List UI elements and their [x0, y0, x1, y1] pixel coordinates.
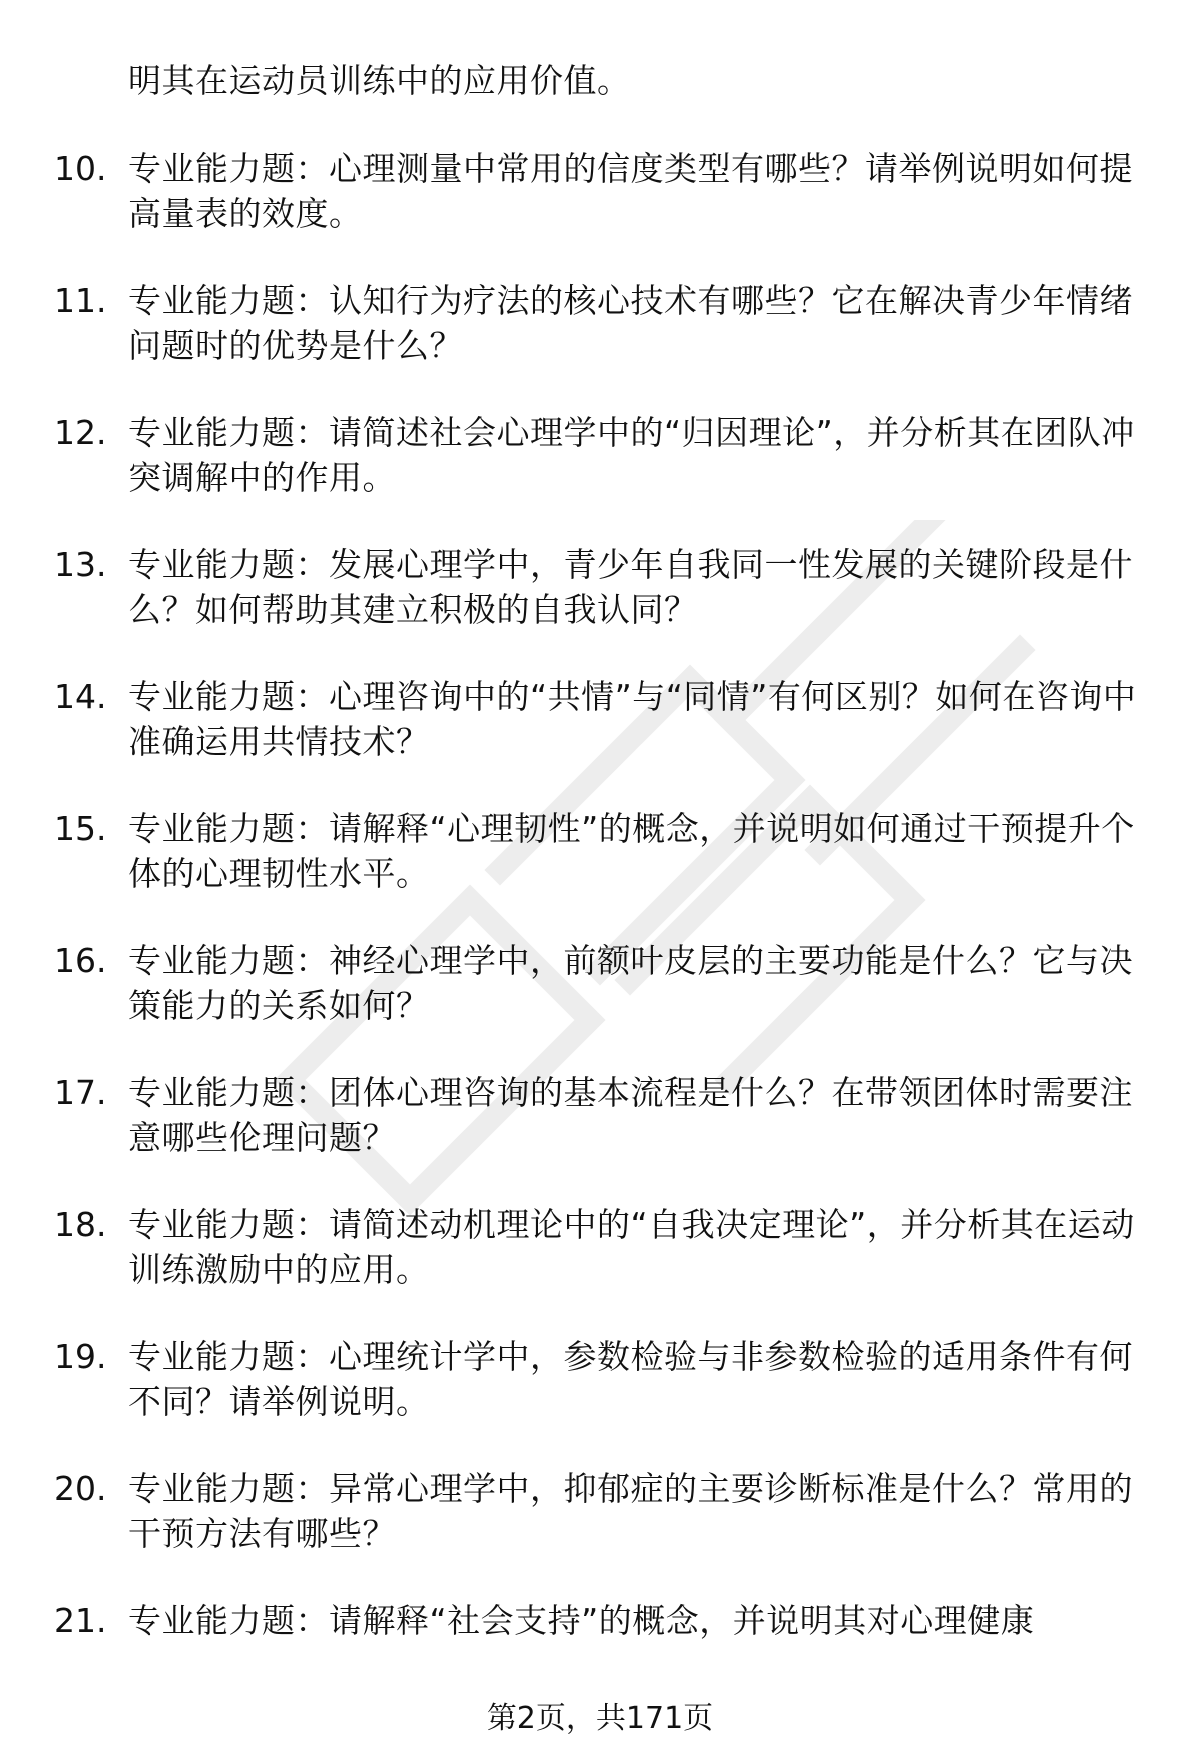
- question-number: 12.: [54, 413, 107, 452]
- question-text: 专业能力题：异常心理学中，抑郁症的主要诊断标准是什么？常用的干预方法有哪些？: [128, 1469, 1133, 1553]
- list-item: [0, 1202, 1200, 1334]
- question-text: 专业能力题：神经心理学中，前额叶皮层的主要功能是什么？它与决策能力的关系如何？: [128, 941, 1133, 1025]
- question-text: 专业能力题：心理测量中常用的信度类型有哪些？请举例说明如何提高量表的效度。: [128, 149, 1133, 233]
- question-number: 10.: [54, 149, 107, 188]
- continuation-text: 明其在运动员训练中的应用价值。: [128, 61, 631, 100]
- list-item: [0, 674, 1200, 806]
- question-list: [0, 146, 1200, 1730]
- question-text: 专业能力题：请解释“心理韧性”的概念，并说明如何通过干预提升个体的心理韧性水平。: [128, 809, 1135, 893]
- question-number: 13.: [54, 545, 107, 584]
- list-item: [0, 410, 1200, 542]
- list-item: [0, 1334, 1200, 1466]
- question-text: 专业能力题：认知行为疗法的核心技术有哪些？它在解决青少年情绪问题时的优势是什么？: [128, 281, 1133, 365]
- list-item: [0, 146, 1200, 278]
- question-number: 15.: [54, 809, 107, 848]
- question-number: 17.: [54, 1073, 107, 1112]
- question-text: 专业能力题：团体心理咨询的基本流程是什么？在带领团体时需要注意哪些伦理问题？: [128, 1073, 1133, 1157]
- list-item: [0, 278, 1200, 410]
- list-item: [0, 542, 1200, 674]
- question-text: 专业能力题：心理咨询中的“共情”与“同情”有何区别？如何在咨询中准确运用共情技术？: [128, 677, 1137, 761]
- question-text: 专业能力题：请简述动机理论中的“自我决定理论”，并分析其在运动训练激励中的应用。: [128, 1205, 1135, 1289]
- question-number: 20.: [54, 1469, 107, 1508]
- question-text: 专业能力题：请解释“社会支持”的概念，并说明其对心理健康: [128, 1601, 1035, 1640]
- question-number: 21.: [54, 1601, 107, 1640]
- question-number: 11.: [54, 281, 107, 320]
- question-number: 19.: [54, 1337, 107, 1376]
- question-number: 18.: [54, 1205, 107, 1244]
- question-text: 专业能力题：请简述社会心理学中的“归因理论”，并分析其在团队冲突调解中的作用。: [128, 413, 1135, 497]
- list-item: [0, 938, 1200, 1070]
- list-item: [0, 806, 1200, 938]
- question-number: 16.: [54, 941, 107, 980]
- list-item: [0, 1466, 1200, 1598]
- page-footer: 第2页，共171页: [486, 1701, 714, 1736]
- question-number: 14.: [54, 677, 107, 716]
- question-text: 专业能力题：发展心理学中，青少年自我同一性发展的关键阶段是什么？如何帮助其建立积极的自我认同？: [128, 545, 1133, 629]
- question-text: 专业能力题：心理统计学中，参数检验与非参数检验的适用条件有何不同？请举例说明。: [128, 1337, 1133, 1421]
- list-item: [0, 1070, 1200, 1202]
